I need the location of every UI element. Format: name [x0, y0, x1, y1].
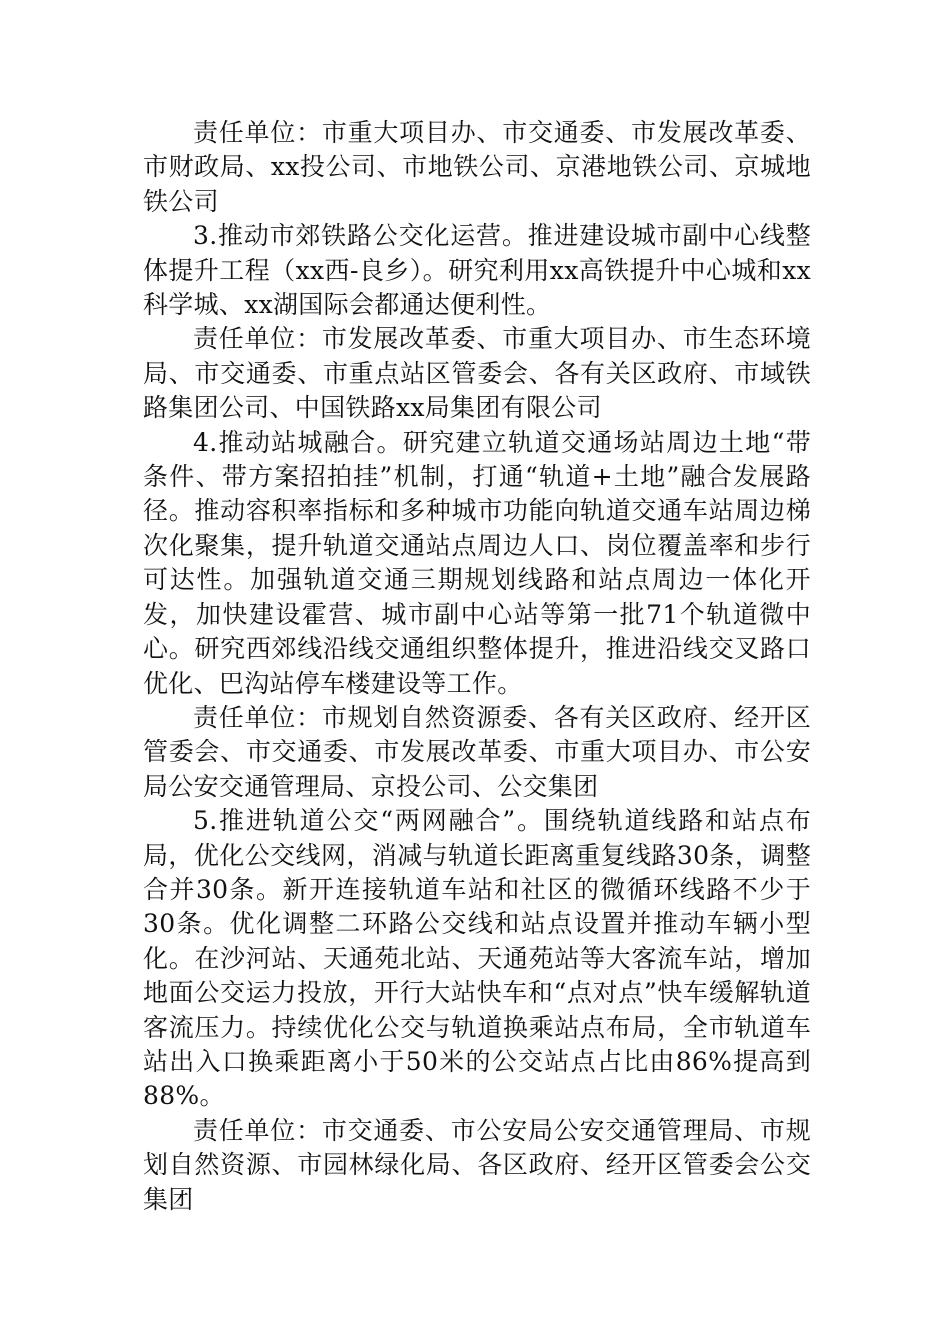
responsible-units-paragraph-3: 责任单位：市规划自然资源委、各有关区政府、经开区管委会、市交通委、市发展改革委、市重大项目办、市公安局公安交通管理局、京投公司、公交集团 — [143, 702, 811, 801]
responsible-units-paragraph-1: 责任单位：市重大项目办、市交通委、市发展改革委、市财政局、xx投公司、市地铁公司、京港地铁公司、京城地铁公司 — [143, 118, 811, 216]
responsible-units-paragraph-4: 责任单位：市交通委、市公安局公安交通管理局、市规划自然资源、市园林绿化局、各区政府、经开区管委会公交集团 — [143, 1115, 811, 1214]
item-4-station-city-integration-paragraph: 4.推动站城融合。研究建立轨道交通场站周边土地“带条件、带方案招拍挂”机制，打通“轨道+土地”融合发展路径。推动容积率指标和多种城市功能向轨道交通车站周边梯次化聚集，提升轨道交通站点周边人口、岗位覆盖率和步行可达性。加强轨道交通三期规划线路和站点周边一体化开发，加快建设霍营、城市副中心站等第一批71个轨道微中心。研究西郊线沿线交通组织整体提升，推进沿线交叉路口优化、巴沟站停车楼建设等工作。 — [143, 427, 811, 698]
responsible-units-paragraph-2: 责任单位：市发展改革委、市重大项目办、市生态环境局、市交通委、市重点站区管委会、各有关区政府、市域铁路集团公司、中国铁路xx局集团有限公司 — [143, 324, 811, 423]
item-3-suburban-railway-paragraph: 3.推动市郊铁路公交化运营。推进建设城市副中心线整体提升工程（xx西-良乡）。研究利用xx高铁提升中心城和xx科学城、xx湖国际会都通达便利性。 — [143, 221, 811, 320]
document-body — [143, 116, 811, 1217]
item-5-rail-bus-integration-paragraph: 5.推进轨道公交“两网融合”。围绕轨道线路和站点布局，优化公交线网，消减与轨道长距离重复线路30条，调整合并30条。新开连接轨道车站和社区的微循环线路不少于30条。优化调整二环路公交线和站点设置并推动车辆小型化。在沙河站、天通苑北站、天通苑站等大客流车站，增加地面公交运力投放，开行大站快车和“点对点”快车缓解轨道客流压力。持续优化公交与轨道换乘站点布局，全市轨道车站出入口换乘距离小于50米的公交站点占比由86%提高到88%。 — [143, 806, 811, 1111]
